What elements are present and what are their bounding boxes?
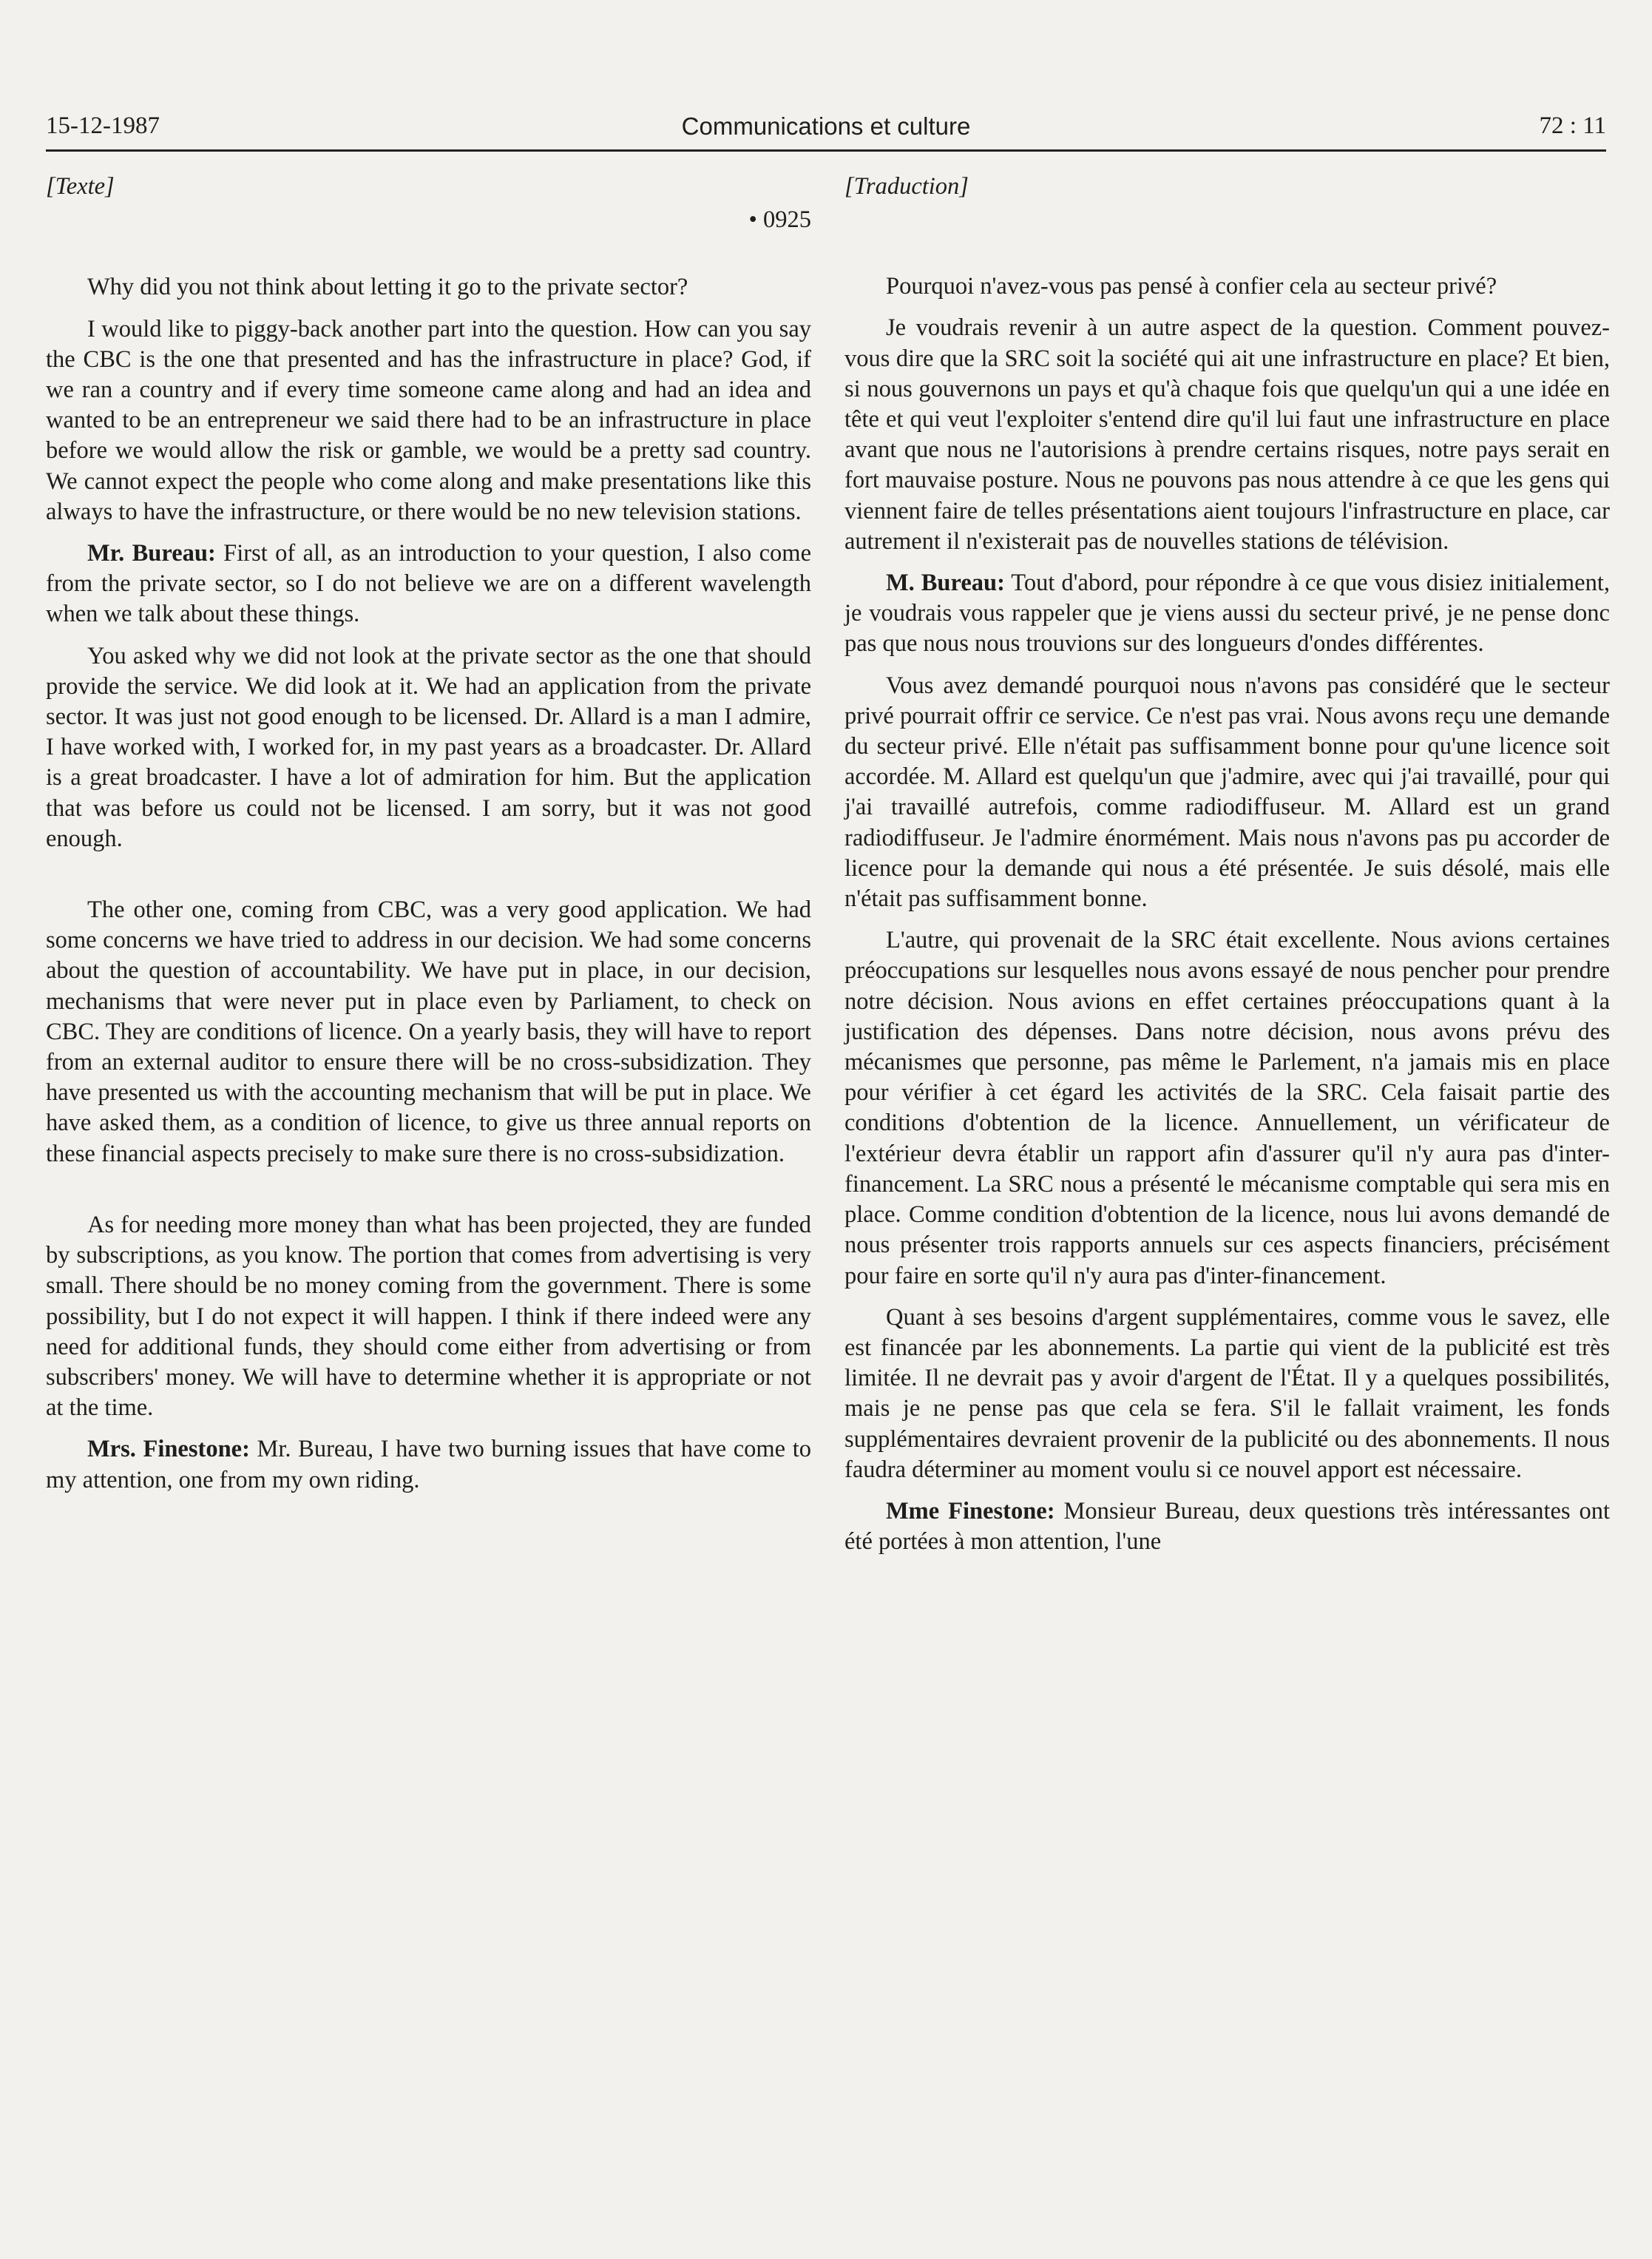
spacer — [844, 205, 1610, 271]
paragraph: The other one, coming from CBC, was a very good application. We had some concerns we have tried to address in our decision. We had some concerns about the question of accountability. We have put in place, in our decision, mechanisms that were never put in place even by Parliament, to check on CBC. They are conditions of licence. On a yearly basis, they will have to report from an external auditor to ensure there will be no cross-subsidization. They have presented us with the accounting mechanism that will be put in place. We have asked them, as a condition of licence, to give us three annual reports on these financial aspects precisely to make sure there is no cross-subsidization. — [46, 896, 811, 1167]
paragraph — [46, 538, 811, 630]
header-page-number: 72 : 11 — [1539, 112, 1606, 139]
paragraph — [46, 1434, 811, 1495]
paragraph — [844, 1496, 1610, 1557]
paragraph: As for needing more money than what has been projected, they are funded by subscriptions, as you know. The portion that comes from advertising is very small. There should be no money coming from the government. There is some possibility, but I do not expect it will happen. I think if there indeed were any need for additional funds, they should come either from advertising or from subscribers' money. We will have to determine whether it is appropriate or not at the time. — [46, 1211, 811, 1422]
spacer — [46, 1181, 811, 1210]
spacer — [46, 865, 811, 895]
text-tag: [Texte] — [46, 173, 115, 200]
paragraph: L'autre, qui provenait de la SRC était excellente. Nous avions certaines préoccupations sur lesquelles nous avons essayé de nous pencher pour prendre notre décision. Nous avions en effet certaines préoccupations quant à la justification des dépenses. Dans notre décision, nous avons prévu des mécanismes que personne, pas même le Parlement, n'a jamais mis en place pour vérifier à cet égard les activités de la SRC. Cela faisait partie des conditions d'obtention de la licence. Annuellement, un vérificateur de l'extérieur devra établir un rapport afin d'assurer qu'il n'y aura pas d'inter-financement. La SRC nous a présenté le mécanisme comptable qui sera mis en place. Comme condition d'obtention de la licence, nous lui avons demandé de nous présenter trois rapports annuels sur ces aspects financiers, précisément pour faire en sorte qu'il n'y aura pas d'inter-financement. — [844, 927, 1610, 1289]
speech-text: First of all, as an introduction to your question, I also come from the private sector, so I do not believe we are on a different wavelength when we talk about these things. — [46, 540, 811, 628]
header-title: Communications et culture — [681, 112, 971, 140]
speaker-name: Mrs. Finestone: — [87, 1436, 250, 1463]
paragraph: You asked why we did not look at the private sector as the one that should provide the service. We did look at it. We had an application from the private sector. It was just not good enough to be licensed. Dr. Allard is a man I admire, I have worked with, I worked for, in my past years as a broadcaster. Dr. Allard is a great broadcaster. I have a lot of admiration for him. But the application that was before us could not be licensed. I am sorry, but it was not good enough. — [46, 642, 811, 852]
paragraph: I would like to piggy-back another part into the question. How can you say the CBC is the one that presented and has the infrastructure in place? God, if we ran a country and if every time someone came along and had an idea and wanted to be an entrepreneur we said there had to be an infrastructure in place before we would allow the risk or gamble, we would be a pretty sad country. We cannot expect the people who come along and make presentations like this always to have the infrastructure, or there would be no new television stations. — [46, 315, 811, 525]
speech-text: Tout d'abord, pour répondre à ce que vous disiez initialement, je voudrais vous rappeler que je viens aussi du secteur privé, je ne pense donc pas que nous nous trouvions sur des longueurs d'ondes différentes. — [844, 570, 1610, 658]
page-header — [46, 109, 1606, 152]
paragraph: Quant à ses besoins d'argent supplémentaires, comme vous le savez, elle est financée par les abonnements. La partie qui vient de la publicité est très limitée. Il ne devrait pas y avoir d'argent de l'État. Il y a quelques possibilités, mais je ne pense pas que cela se fera. S'il le fallait vraiment, les fonds supplémentaires devraient provenir de la publicité ou des abonnements. Il nous faudra déterminer au moment voulu si ce nouvel apport est nécessaire. — [844, 1303, 1610, 1483]
speaker-name: M. Bureau: — [886, 570, 1005, 597]
paragraph — [844, 568, 1610, 660]
speech-text: Monsieur Bureau, deux questions très intéressantes ont été portées à mon attention, l'une — [844, 1497, 1610, 1556]
translation-tag: [Traduction] — [844, 173, 969, 200]
paragraph: Why did you not think about letting it go to the private sector? — [87, 274, 688, 301]
speech-text: Mr. Bureau, I have two burning issues that have come to my attention, one from my own riding. — [46, 1436, 811, 1493]
paragraph: Pourquoi n'avez-vous pas pensé à confier cela au secteur privé? — [886, 273, 1497, 300]
french-column — [844, 172, 1610, 1568]
speaker-name: Mr. Bureau: — [87, 540, 216, 567]
english-column — [46, 172, 811, 1507]
speaker-name: Mme Finestone: — [886, 1497, 1055, 1524]
header-date: 15-12-1987 — [46, 112, 160, 139]
paragraph: Je voudrais revenir à un autre aspect de la question. Comment pouvez-vous dire que la SRC soit la société qui ait une infrastructure en place? Et bien, si nous gouvernons un pays et qu'à chaque fois que quelqu'un qui a une idée en tête et qui veut l'exploiter s'entend dire qu'il lui faut une infrastructure en place avant que nous ne l'autorisions à prendre certains risques, notre pays serait en fort mauvaise posture. Nous ne pouvons pas nous attendre à ce que les gens qui viennent faire de telles présentations aient toujours l'infrastructure en place, car autrement il n'existerait pas de nouvelles stations de télévision. — [844, 314, 1610, 555]
paragraph: Vous avez demandé pourquoi nous n'avons pas considéré que le secteur privé pourrait offrir ce service. Ce n'est pas vrai. Nous avons reçu une demande du secteur privé. Elle n'était pas suffisamment bonne pour qu'une licence soit accordée. M. Allard est quelqu'un que j'admire, avec qui j'ai travaillé, pour qui j'ai travaillé autrefois, comme radiodiffuseur. M. Allard est un grand radiodiffuseur. Je l'admire énormément. Mais nous n'avons pas pu accorder de licence pour la demande qui nous a été présentée. Je suis désolé, mais elle n'était pas suffisamment bonne. — [844, 672, 1610, 913]
time-marker: • 0925 — [748, 206, 811, 234]
